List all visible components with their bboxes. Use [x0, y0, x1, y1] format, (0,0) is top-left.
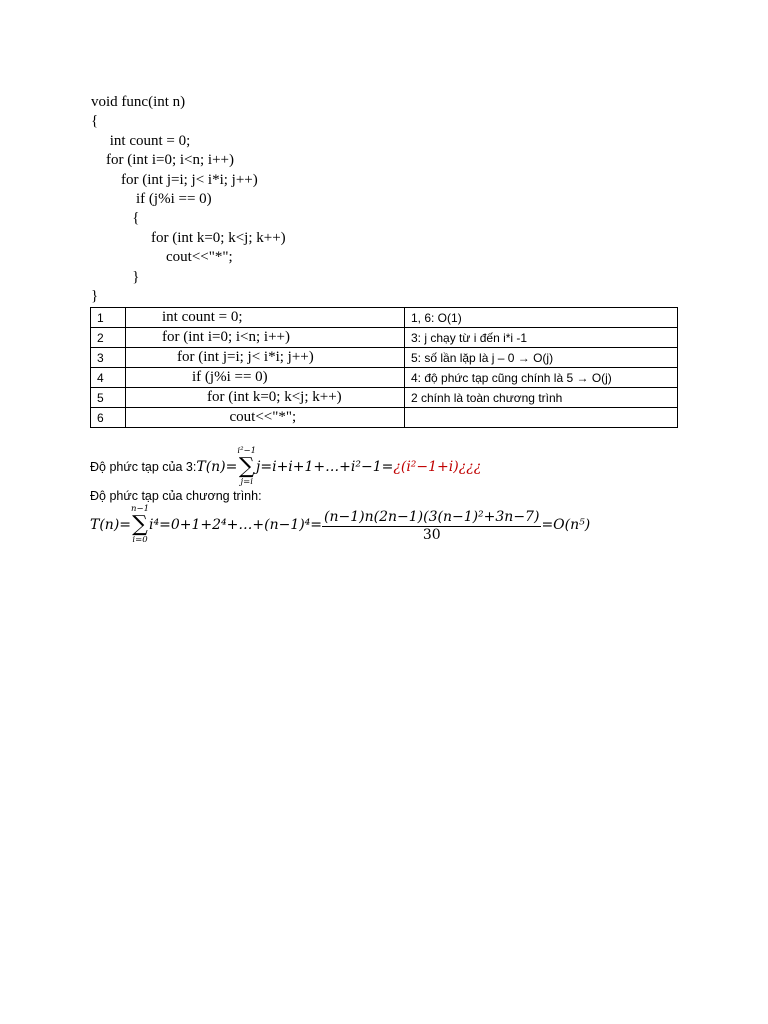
- code-line: for (int i=0; i<n; i++): [91, 152, 234, 169]
- row-note: 3: j chạy từ i đến i*i -1: [405, 328, 678, 348]
- sum-upper-limit: n−1: [131, 504, 150, 514]
- sum-operator: n−1 ∑ i=0: [131, 504, 150, 545]
- table-row: [91, 388, 678, 408]
- complexity-3-lhs: T(n)=: [196, 459, 238, 475]
- row-code: for (int k=0; k<j; k++): [126, 388, 405, 408]
- row-note: 2 chính là toàn chương trình: [405, 388, 678, 408]
- complexity-3-red-part: ¿(i²−1+i)¿¿¿: [393, 459, 482, 475]
- row-code: int count = 0;: [126, 308, 405, 328]
- row-code: cout<<"*";: [126, 408, 405, 428]
- complexity-3-label: Độ phức tạp của 3:: [90, 460, 197, 474]
- fraction-numerator: (n−1)n(2n−1)(3(n−1)²+3n−7): [324, 508, 540, 525]
- sum-operator: i²−1 ∑ j=i: [237, 446, 257, 487]
- sum-upper-limit: i²−1: [237, 446, 257, 456]
- row-number: 5: [91, 388, 126, 408]
- complexity-3-body: j=i+i+1+…+i²−1=: [256, 459, 394, 475]
- code-line: for (int j=i; j< i*i; j++): [91, 171, 258, 188]
- code-line: }: [91, 287, 99, 304]
- code-line: cout<<"*";: [91, 249, 233, 266]
- code-line: int count = 0;: [91, 132, 191, 149]
- row-number: 2: [91, 328, 126, 348]
- sum-lower-limit: i=0: [132, 535, 148, 545]
- table-row: [91, 328, 678, 348]
- row-number: 3: [91, 348, 126, 368]
- row-note: 4: độ phức tạp cũng chính là 5 → O(j): [405, 368, 678, 388]
- row-note: 1, 6: O(1): [405, 308, 678, 328]
- row-code: for (int j=i; j< i*i; j++): [126, 348, 405, 368]
- table-row: [91, 308, 678, 328]
- table-row: [91, 348, 678, 368]
- row-note: 5: số lần lặp là j – 0 → O(j): [405, 348, 678, 368]
- complexity-program-lhs: T(n)=: [90, 517, 132, 533]
- code-line: if (j%i == 0): [91, 190, 212, 207]
- code-block: [91, 93, 286, 306]
- complexity-program-body: i⁴=0+1+2⁴+…+(n−1)⁴=: [149, 517, 323, 533]
- complexity-program-label: Độ phức tạp của chương trình:: [90, 489, 262, 503]
- row-code: for (int i=0; i<n; i++): [126, 328, 405, 348]
- fraction: [322, 508, 541, 543]
- sum-lower-limit: j=i: [240, 477, 253, 487]
- row-note: [405, 408, 678, 428]
- fraction-denominator: 30: [422, 526, 441, 543]
- analysis-table: [90, 307, 678, 428]
- complexity-3-line: [90, 447, 481, 487]
- table-row: [91, 408, 678, 428]
- table-row: [91, 368, 678, 388]
- code-line: {: [91, 113, 99, 130]
- code-line: for (int k=0; k<j; k++): [91, 229, 286, 246]
- row-number: 1: [91, 308, 126, 328]
- row-code: if (j%i == 0): [126, 368, 405, 388]
- complexity-program-line: [90, 505, 590, 545]
- code-line: }: [91, 268, 140, 285]
- row-number: 4: [91, 368, 126, 388]
- code-line: {: [91, 210, 140, 227]
- complexity-result: =O(n⁵): [541, 517, 591, 533]
- row-number: 6: [91, 408, 126, 428]
- code-line: void func(int n): [91, 94, 186, 110]
